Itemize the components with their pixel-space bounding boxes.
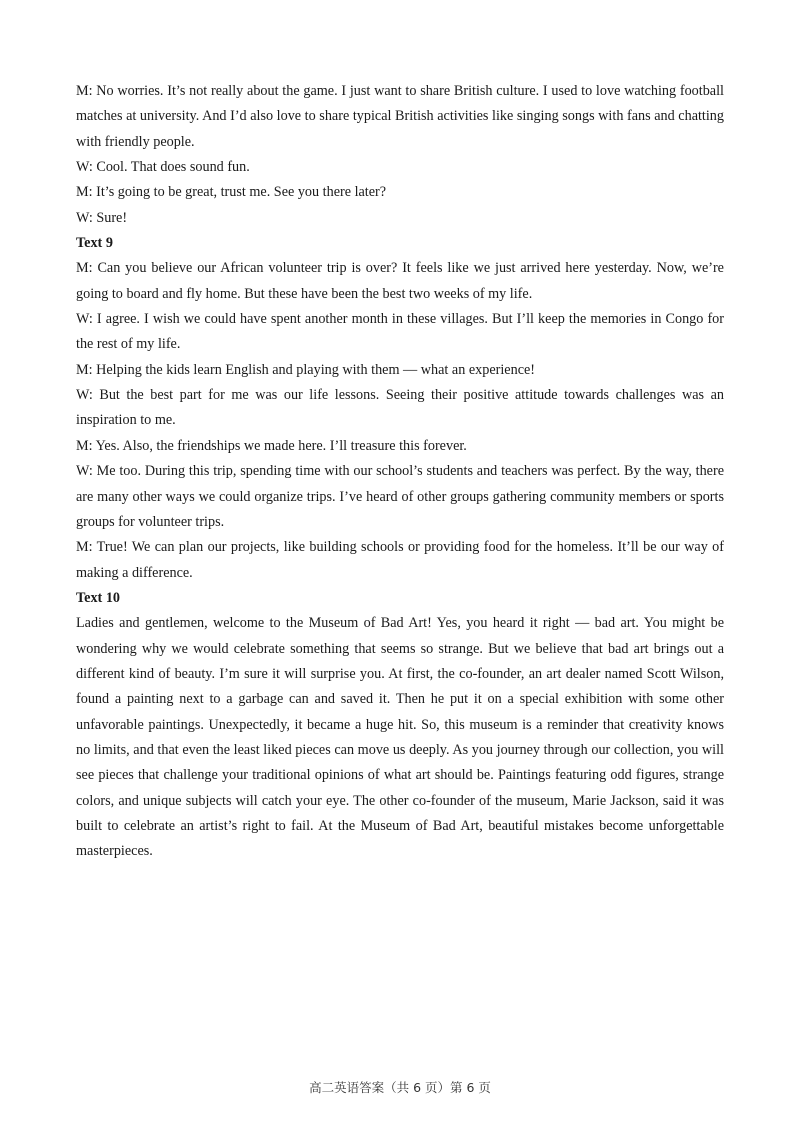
section-heading-text-9: Text 9 [76, 235, 113, 252]
dialogue-line: W: I agree. I wish we could have spent another month in these villages. But I’ll keep the memories in Congo for the rest of my life. [76, 311, 724, 353]
dialogue-line: W: But the best part for me was our life lessons. Seeing their positive attitude towards challenges was an inspiration to me. [76, 387, 724, 429]
page-footer: 高二英语答案（共 6 页）第 6 页 [309, 1080, 491, 1095]
dialogue-line: M: No worries. It’s not really about the game. I just want to share British culture. I used to love watching football matches at university. And I’d also love to share typical British activities like singing songs with fans and chatting with friendly people. [76, 83, 724, 150]
dialogue-line: W: Cool. That does sound fun. [76, 159, 250, 176]
dialogue-line: M: True! We can plan our projects, like building schools or providing food for the homeless. It’ll be our way of making a difference. [76, 539, 724, 581]
dialogue-line: M: Helping the kids learn English and playing with them — what an experience! [76, 361, 536, 378]
document-body [76, 79, 724, 865]
dialogue-line: M: It’s going to be great, trust me. See you there later? [76, 184, 387, 201]
dialogue-line: M: Yes. Also, the friendships we made here. I’ll treasure this forever. [76, 437, 467, 454]
dialogue-line: M: Can you believe our African volunteer trip is over? It feels like we just arrived here yesterday. Now, we’re going to board and fly home. But these have been the best two weeks of my life. [76, 260, 724, 302]
dialogue-line: W: Me too. During this trip, spending time with our school’s students and teachers was perfect. By the way, there are many other ways we could organize trips. I’ve heard of other groups gathering community members or sports groups for volunteer trips. [76, 463, 724, 530]
monologue-paragraph: Ladies and gentlemen, welcome to the Museum of Bad Art! Yes, you heard it right — bad art. You might be wondering why we would celebrate something that seems so strange. But we believe that bad art brings out a different kind of beauty. I’m sure it will surprise you. At first, the co-founder, an art dealer named Scott Wilson, found a painting next to a garbage can and saved it. Then he put it on a special exhibition with some other unfavorable paintings. Unexpectedly, it became a huge hit. So, this museum is a reminder that creativity knows no limits, and that even the least liked pieces can move us deeply. As you journey through our collection, you will see pieces that challenge your traditional opinions of what art should be. Paintings featuring odd figures, strange colors, and unique subjects will catch your eye. The other co-founder of the museum, Marie Jackson, said it was built to celebrate an artist’s right to fail. At the Museum of Bad Art, beautiful mistakes become unforgettable masterpieces. [76, 615, 724, 860]
dialogue-line: W: Sure! [76, 209, 128, 226]
section-heading-text-10: Text 10 [76, 589, 121, 606]
